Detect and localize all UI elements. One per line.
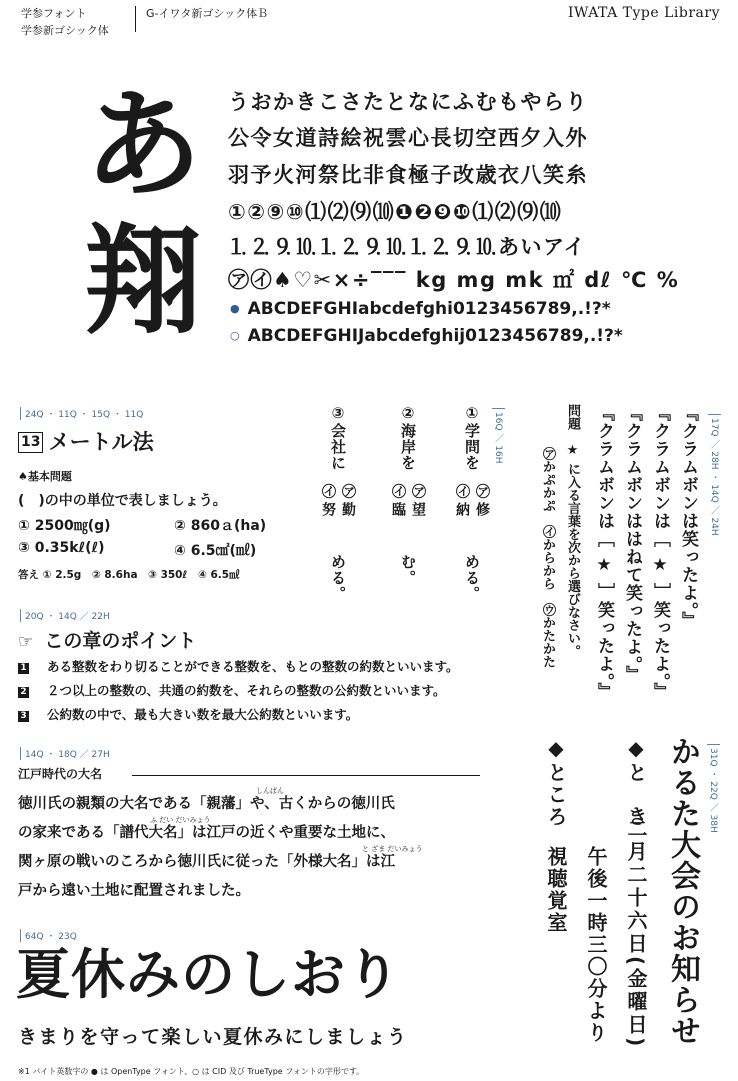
footnote: ※1 バイト英数字の ● は OpenType フォント、○ は CID 及び TrueType フォントの字形です。 bbox=[18, 1067, 365, 1076]
header-divider bbox=[135, 6, 136, 32]
latin-opentype-text: ABCDEFGHIabcdefghi0123456789,.!?* bbox=[247, 299, 611, 319]
poem-line-2: 『クラムボンは［ ★ ］笑ったよ。』 bbox=[650, 404, 670, 701]
history-line-2: の家来である「譜代大名」は江戸の近くや重要な土地に、 bbox=[18, 825, 395, 841]
point-item-3: 3 公約数の中で、最も大きい数を最大公約数といいます。 bbox=[18, 705, 358, 723]
ruby-shinpan: しんぱん bbox=[256, 787, 284, 795]
filled-circle-icon: ● bbox=[230, 302, 240, 315]
history-line-1: 徳川氏の親類の大名である「親藩」や、古くからの徳川氏 bbox=[18, 796, 395, 812]
spec-poem: 17Q ／ 28H ・ 14Q ／ 24H bbox=[708, 414, 721, 536]
history-heading: 江戸時代の大名 bbox=[18, 767, 103, 781]
font-name: G-イワタ新ゴシック体Ｂ bbox=[146, 7, 269, 20]
hollow-circle-icon: ○ bbox=[230, 329, 240, 342]
math-question: ( )の中の単位で表しましょう。 bbox=[18, 493, 227, 509]
spec-kanji: 16Q ／ 16H bbox=[492, 408, 505, 466]
number-badge: 3 bbox=[18, 711, 29, 722]
math-q2: ② 860ａ(ha) bbox=[174, 518, 267, 534]
math-title bbox=[18, 426, 154, 456]
math-answer: 答え ① 2.5g ② 8.6ha ③ 350ℓ ④ 6.5㎖ bbox=[18, 569, 240, 581]
history-line-3: 関ヶ原の戦いのころから徳川氏に従った「外様大名」は江 bbox=[18, 854, 395, 870]
number-badge: 1 bbox=[18, 663, 29, 674]
math-q4: ④ 6.5㎠(㎖) bbox=[174, 543, 257, 559]
poem-choices: ㋐かぷかぷ ㋑からから ㋒かたかた bbox=[540, 447, 555, 668]
point-title-text: この章のポイント bbox=[44, 630, 197, 652]
poem-line-4: 『クラムボンは［ ★ ］笑ったよ。』 bbox=[594, 404, 614, 701]
kanji-column-2: ②海岸を ㋐望 ㋑臨 む。 bbox=[390, 404, 426, 586]
number-badge: 2 bbox=[18, 687, 29, 698]
glyph-row-4: ①②⑨⑩⑴⑵⑼⑽❶❷❾❿⑴⑵⑼⑽ bbox=[228, 200, 563, 224]
math-title-text: メートル法 bbox=[48, 430, 154, 454]
karuta-title: かるた大会のお知らせ bbox=[665, 736, 700, 1046]
history-heading-rule bbox=[132, 775, 480, 776]
glyph-row-3: 羽予火河祭比非食極子改歳衣八笑糸 bbox=[228, 163, 588, 187]
point-title bbox=[18, 626, 196, 653]
spec-math: 24Q ・ 11Q ・ 15Q ・ 11Q bbox=[20, 407, 143, 420]
spec-karuta: 31Q ・ 22Q ／ 38H bbox=[707, 744, 720, 834]
spec-summer: 64Q ・ 23Q bbox=[20, 929, 77, 942]
kanji-column-3: ③会社に ㋐勤 ㋑努 める。 bbox=[320, 404, 356, 602]
latin-opentype-row bbox=[230, 299, 611, 319]
poem-line-1: 『クラムボンは笑ったよ。』 bbox=[678, 404, 698, 630]
karuta-where-label: ◆ところ bbox=[544, 736, 568, 828]
glyph-row-1: うおかきこさたとなにふむもやらり bbox=[228, 90, 588, 114]
category-label-2: 学参新ゴシック体 bbox=[21, 24, 109, 37]
point-item-2: 2 ２つ以上の整数の、共通の約数を、それらの整数の公約数といいます。 bbox=[18, 681, 446, 699]
summer-title: 夏休みのしおり bbox=[16, 943, 401, 1006]
karuta-when-value: 二月二十六日(金曜日) bbox=[624, 818, 648, 1050]
category-label-1: 学参フォント bbox=[21, 7, 87, 20]
karuta-when-label: ◆と き bbox=[624, 736, 648, 828]
ruby-fudai: ふ だい だいみょう bbox=[150, 816, 211, 824]
library-name: IWATA Type Library bbox=[567, 5, 720, 21]
big-glyph-a: あ bbox=[84, 76, 203, 214]
latin-cid-row bbox=[230, 326, 623, 346]
point-item-1: 1 ある整数をわり切ることができる整数を、もとの整数の約数といいます。 bbox=[18, 657, 459, 675]
math-q1: ① 2500㎎(g) bbox=[18, 518, 111, 534]
glyph-row-2: 公令女道詩絵祝雲心長切空西夕入外 bbox=[228, 126, 588, 150]
big-glyph-sho: 翔 bbox=[84, 212, 203, 350]
history-line-4: 戸から遠い土地に配置されました。 bbox=[18, 883, 250, 899]
poem-question: 問題 ★ に入る言葉を次から選びなさい。 bbox=[565, 404, 580, 658]
spec-history: 14Q ・ 18Q ／ 27H bbox=[20, 747, 110, 760]
poem-line-3: 『クラムボンははねて笑ったよ。』 bbox=[622, 404, 642, 684]
glyph-row-5: ⒈⒉⒐⒑⒈⒉⒐⒑⒈⒉⒐⒑あいアイ bbox=[228, 235, 587, 259]
karuta-time-value: 午後一時三〇分より bbox=[584, 846, 608, 1044]
chapter-number-box: 13 bbox=[18, 432, 43, 453]
karuta-where-value: 視聴覚室 bbox=[544, 846, 568, 934]
summer-subtitle: きまりを守って楽しい夏休みにしましょう bbox=[18, 1026, 408, 1048]
math-subhead: ♠基本問題 bbox=[18, 470, 72, 483]
pointing-hand-icon: ☞ bbox=[18, 632, 34, 652]
kanji-column-1: ①学問を ㋐修 ㋑納 める。 bbox=[454, 404, 490, 602]
ruby-tozama: と ざま だいみょう bbox=[362, 845, 423, 853]
latin-cid-text: ABCDEFGHIJabcdefghij0123456789,.!?* bbox=[247, 326, 623, 346]
spec-point: 20Q ・ 14Q ／ 22H bbox=[20, 609, 110, 622]
math-q3: ③ 0.35kℓ(ℓ) bbox=[18, 540, 105, 556]
glyph-row-6: ㋐㋑♠♡✂×÷‾‾‾ kg mg mk ㎡ dℓ ℃ % bbox=[228, 268, 680, 292]
